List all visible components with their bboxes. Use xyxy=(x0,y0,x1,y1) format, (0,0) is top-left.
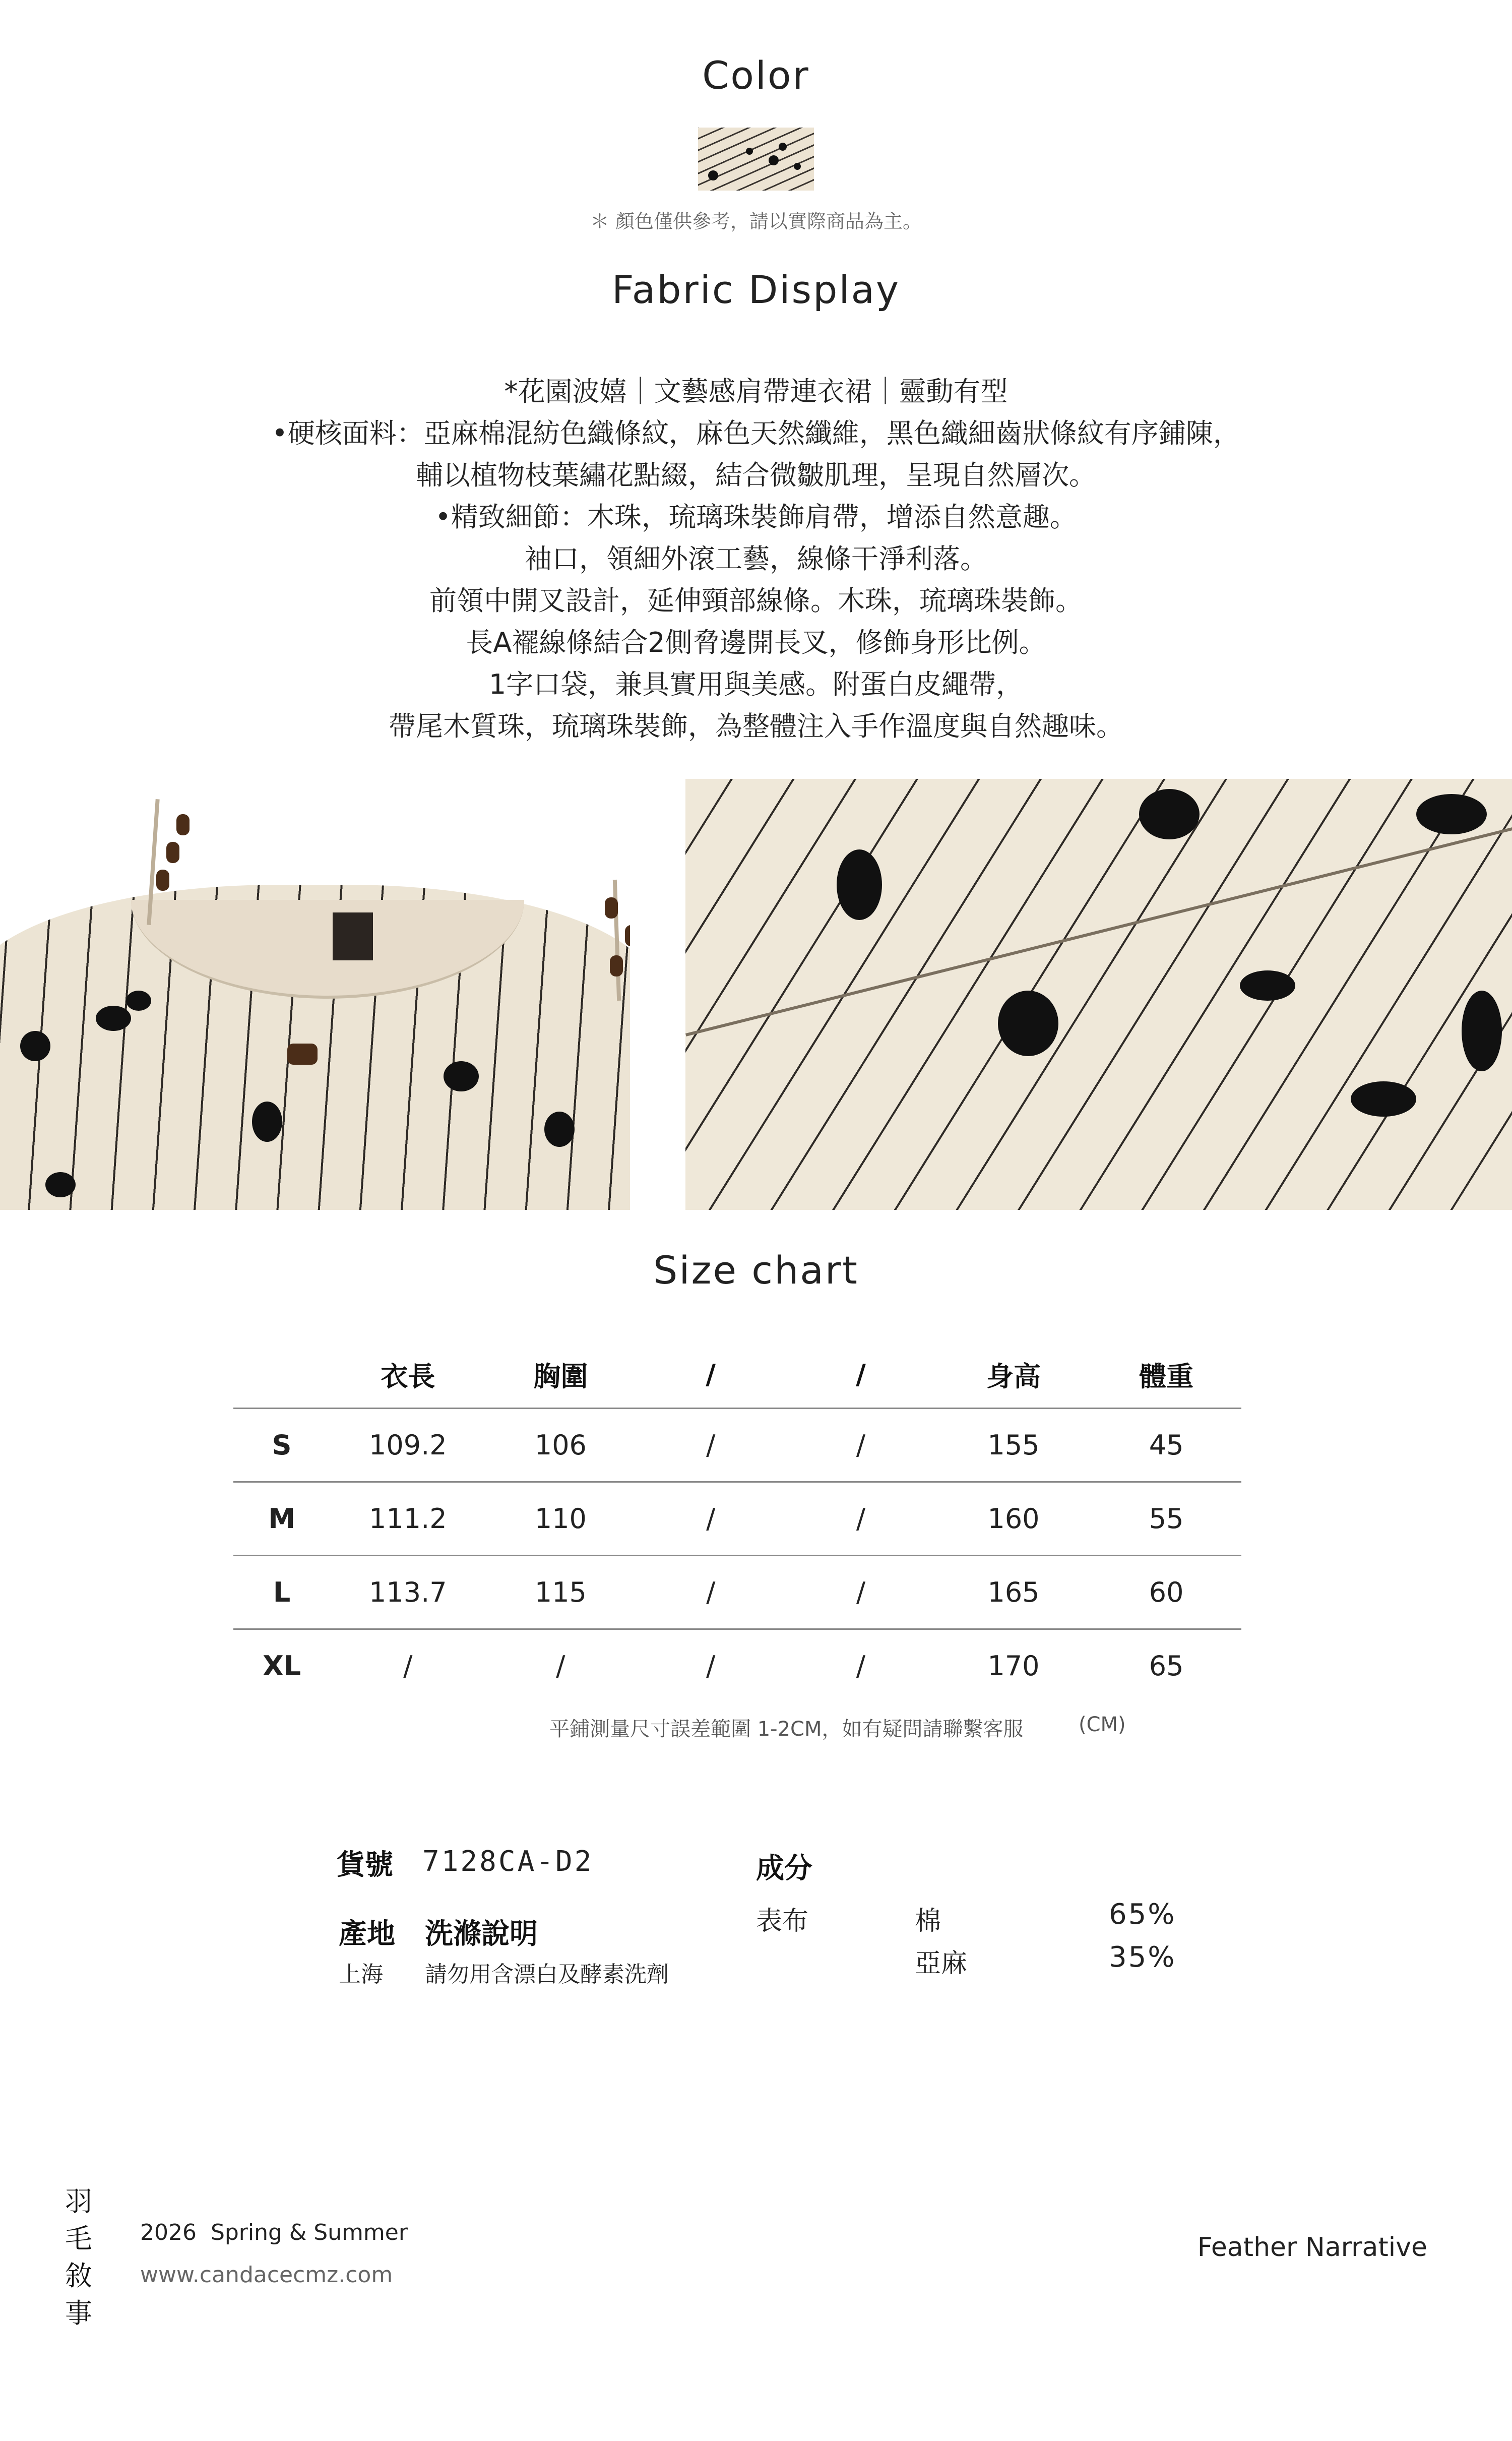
table-cell: / xyxy=(786,1482,936,1556)
color-swatch[interactable] xyxy=(698,128,814,191)
care-instructions: 請勿用含漂白及酵素洗劑 xyxy=(425,1962,669,1987)
brand-name: Feather Narrative xyxy=(1197,2232,1427,2263)
description-line: 帶尾木質珠，琉璃珠裝飾，為整體注入手作溫度與自然趣味。 xyxy=(389,710,1123,742)
table-cell: / xyxy=(786,1409,936,1482)
material-name: 亞麻 xyxy=(915,1948,968,1979)
table-cell: / xyxy=(486,1629,636,1702)
origin-label: 產地 xyxy=(339,1918,395,1950)
website-link[interactable]: www.candacecmz.com xyxy=(140,2262,393,2288)
table-cell: / xyxy=(636,1482,786,1556)
size-table xyxy=(233,1341,1241,1702)
description-line: *花園波嬉｜文藝感肩帶連衣裙｜靈動有型 xyxy=(504,376,1008,407)
description-line: 袖口，領細外滾工藝，線條干淨利落。 xyxy=(525,543,987,575)
table-cell: 113.7 xyxy=(330,1556,485,1629)
table-cell: 111.2 xyxy=(330,1482,485,1556)
size-label: M xyxy=(233,1482,330,1556)
description-line: •硬核面料：亞麻棉混紡色織條紋，麻色天然纖維，黑色織細齒狀條紋有序鋪陳， xyxy=(272,417,1240,449)
table-cell: 45 xyxy=(1091,1409,1241,1482)
description-line: 輔以植物枝葉繡花點綴，結合微皺肌理，呈現自然層次。 xyxy=(416,459,1096,491)
origin-value: 上海 xyxy=(339,1962,383,1987)
care-label: 洗滌說明 xyxy=(425,1918,538,1950)
description-line: 長A襬線條結合2側脅邊開長叉，修飾身形比例。 xyxy=(466,627,1046,658)
fabric-description xyxy=(0,371,1512,747)
size-table-header xyxy=(233,1341,1241,1409)
table-cell: 170 xyxy=(936,1629,1091,1702)
brand-char: 毛 xyxy=(65,2223,92,2254)
color-heading: Color xyxy=(702,53,810,98)
item-no-value: 7128CA-D2 xyxy=(422,1845,594,1878)
fabric-label: 表布 xyxy=(756,1906,809,1936)
table-row xyxy=(233,1482,1241,1556)
table-cell: 115 xyxy=(486,1556,636,1629)
size-chart-heading: Size chart xyxy=(653,1248,859,1293)
material-name: 棉 xyxy=(915,1906,941,1936)
table-cell: / xyxy=(636,1629,786,1702)
description-line: •精致細節：木珠，琉璃珠裝飾肩帶，增添自然意趣。 xyxy=(435,501,1077,533)
table-cell: 165 xyxy=(936,1556,1091,1629)
table-cell: 55 xyxy=(1091,1482,1241,1556)
material-percentage: 65% xyxy=(1109,1898,1176,1931)
table-cell: / xyxy=(636,1556,786,1629)
table-cell: 109.2 xyxy=(330,1409,485,1482)
size-label: L xyxy=(233,1556,330,1629)
table-cell: 155 xyxy=(936,1409,1091,1482)
composition-label: 成分 xyxy=(756,1852,812,1885)
unit-label: (CM) xyxy=(1079,1713,1126,1736)
table-cell: / xyxy=(786,1556,936,1629)
description-line: 1字口袋，兼具實用與美感。附蛋白皮繩帶， xyxy=(488,668,1024,700)
table-cell: 110 xyxy=(486,1482,636,1556)
item-no-label: 貨號 xyxy=(337,1849,393,1881)
measurement-note: 平鋪測量尺寸誤差範圍 1-2CM，如有疑問請聯繫客服 xyxy=(549,1718,1024,1741)
header-cell xyxy=(233,1341,330,1409)
header-cell: / xyxy=(856,1358,866,1390)
header-cell: 胸圍 xyxy=(533,1360,588,1392)
size-label: S xyxy=(233,1409,330,1482)
fabric-detail-photo xyxy=(685,779,1512,1210)
header-cell: 體重 xyxy=(1139,1360,1194,1392)
color-disclaimer: ＊ 顏色僅供參考，請以實際商品為主。 xyxy=(590,210,922,232)
header-cell: 衣長 xyxy=(381,1360,435,1392)
season-label: 2026 Spring & Summer xyxy=(140,2220,408,2245)
header-cell: / xyxy=(706,1358,716,1390)
brand-char: 事 xyxy=(65,2297,92,2329)
table-cell: 60 xyxy=(1091,1556,1241,1629)
table-row xyxy=(233,1629,1241,1702)
fabric-heading: Fabric Display xyxy=(612,267,900,312)
brand-vertical xyxy=(64,2183,94,2332)
table-row xyxy=(233,1556,1241,1629)
brand-char: 羽 xyxy=(65,2185,92,2217)
table-row xyxy=(233,1409,1241,1482)
table-cell: 106 xyxy=(486,1409,636,1482)
material-percentage: 35% xyxy=(1109,1941,1176,1974)
table-cell: / xyxy=(786,1629,936,1702)
dress-neckline-photo xyxy=(0,779,630,1210)
description-line: 前領中開叉設計，延伸頸部線條。木珠，琉璃珠裝飾。 xyxy=(429,585,1083,617)
header-cell: 身高 xyxy=(986,1360,1041,1392)
table-cell: 65 xyxy=(1091,1629,1241,1702)
table-cell: / xyxy=(330,1629,485,1702)
table-cell: / xyxy=(636,1409,786,1482)
table-cell: 160 xyxy=(936,1482,1091,1556)
size-label: XL xyxy=(233,1629,330,1702)
brand-char: 敘 xyxy=(65,2260,92,2292)
